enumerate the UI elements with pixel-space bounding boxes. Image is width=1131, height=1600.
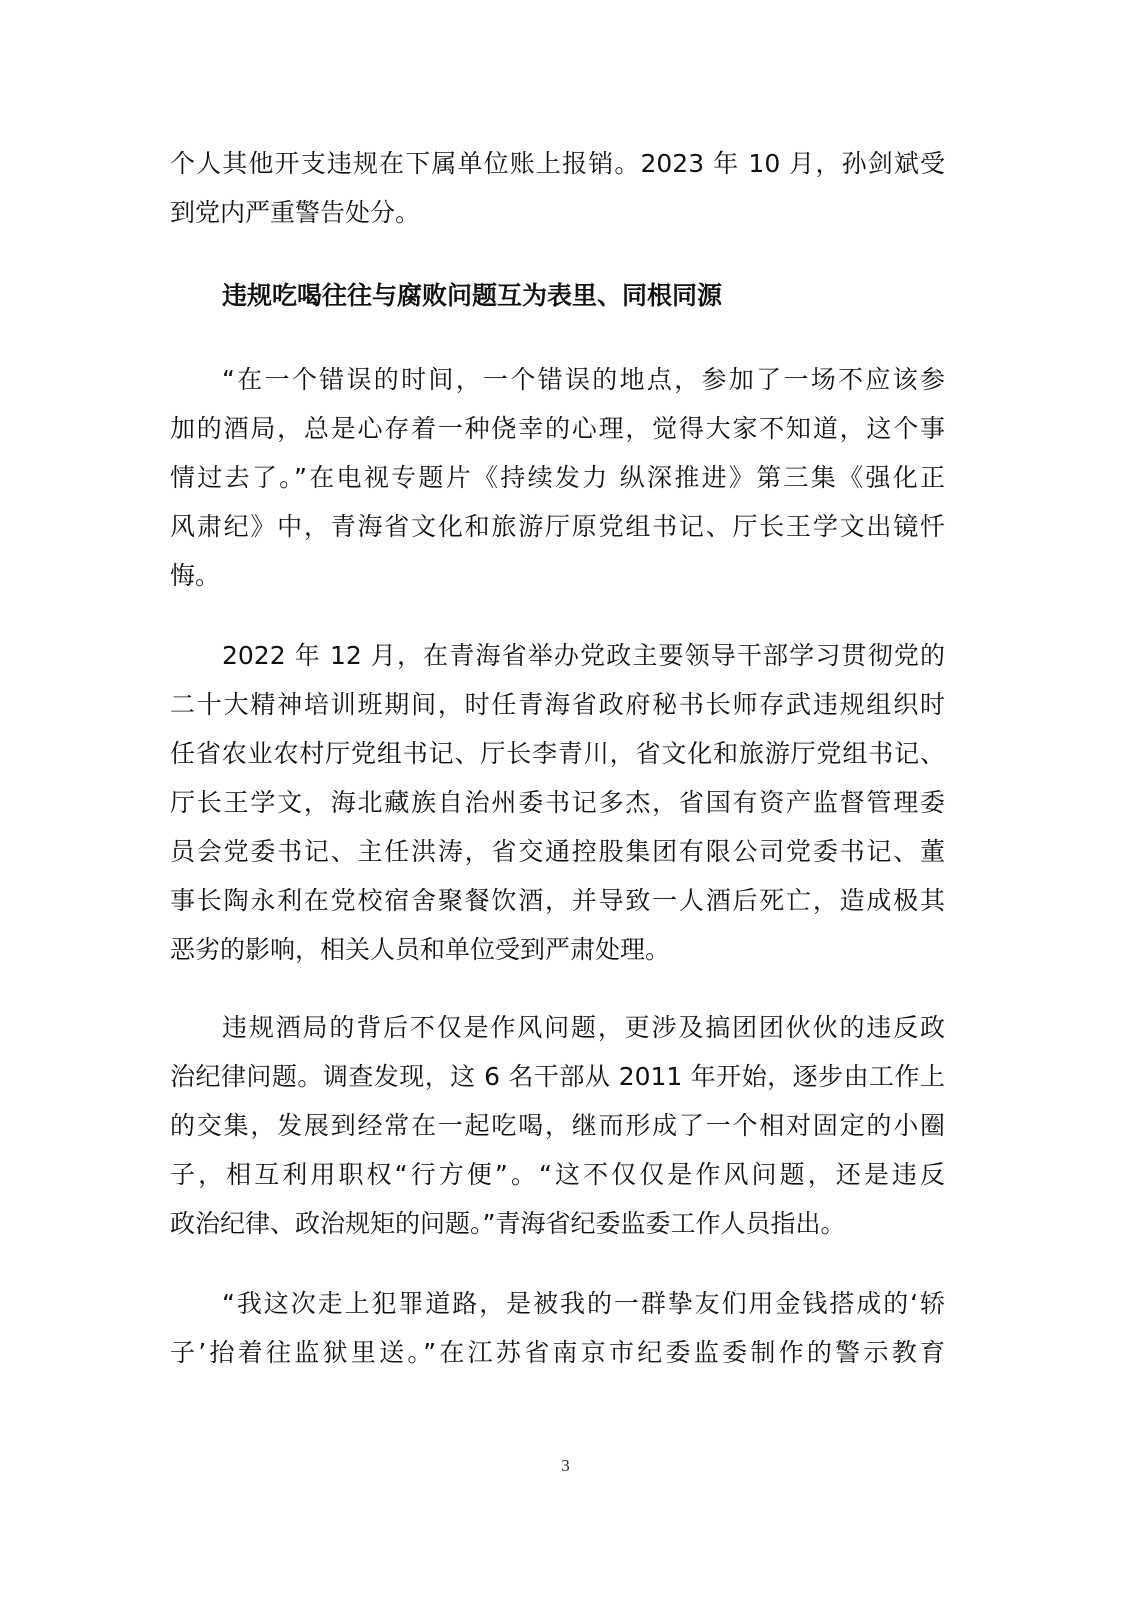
paragraph-line: 政治纪律、政治规矩的问题。”青海省纪委监委工作人员指出。	[170, 1209, 846, 1238]
paragraph-line: 的交集，发展到经常在一起吃喝，继而形成了一个相对固定的小圈	[170, 1111, 945, 1140]
paragraph-line: 2022 年 12 月，在青海省举办党政主要领导干部学习贯彻党的	[222, 641, 945, 670]
paragraph-line: 子，相互利用职权“行方便”。“这不仅仅是作风问题，还是违反	[170, 1160, 945, 1189]
paragraph-line: “我这次走上犯罪道路，是被我的一群挚友们用金钱搭成的‘轿	[222, 1289, 945, 1318]
paragraph-line: 员会党委书记、主任洪涛，省交通控股集团有限公司党委书记、董	[170, 837, 945, 866]
paragraph-line: “在一个错误的时间，一个错误的地点，参加了一场不应该参	[222, 365, 945, 394]
paragraph-line: 子’抬着往监狱里送。”在江苏省南京市纪委监委制作的警示教育	[170, 1338, 945, 1367]
paragraph-line: 事长陶永利在党校宿舍聚餐饮酒，并导致一人酒后死亡，造成极其	[170, 886, 945, 915]
paragraph-line: 任省农业农村厅党组书记、厅长李青川，省文化和旅游厅党组书记、	[170, 739, 945, 768]
paragraph-line: 厅长王学文，海北藏族自治州委书记多杰，省国有资产监督管理委	[170, 788, 945, 817]
paragraph-line: 悔。	[170, 561, 221, 590]
paragraph-line: 风肃纪》中，青海省文化和旅游厅原党组书记、厅长王学文出镜忏	[170, 512, 945, 541]
paragraph-line: 治纪律问题。调查发现，这 6 名干部从 2011 年开始，逐步由工作上	[170, 1062, 945, 1091]
paragraph-line: 二十大精神培训班期间，时任青海省政府秘书长师存武违规组织时	[170, 690, 945, 719]
paragraph-line: 恶劣的影响，相关人员和单位受到严肃处理。	[170, 935, 671, 964]
paragraph-line: 情过去了。”在电视专题片《持续发力 纵深推进》第三集《强化正	[170, 463, 945, 492]
page-number: 3	[561, 1456, 570, 1475]
paragraph-line: 违规酒局的背后不仅是作风问题，更涉及搞团团伙伙的违反政	[222, 1013, 945, 1042]
paragraph-line: 个人其他开支违规在下属单位账上报销。2023 年 10 月，孙剑斌受	[170, 149, 945, 178]
section-heading: 违规吃喝往往与腐败问题互为表里、同根同源	[222, 281, 723, 310]
paragraph-line: 到党内严重警告处分。	[170, 198, 421, 227]
paragraph-line: 加的酒局，总是心存着一种侥幸的心理，觉得大家不知道，这个事	[170, 414, 945, 443]
